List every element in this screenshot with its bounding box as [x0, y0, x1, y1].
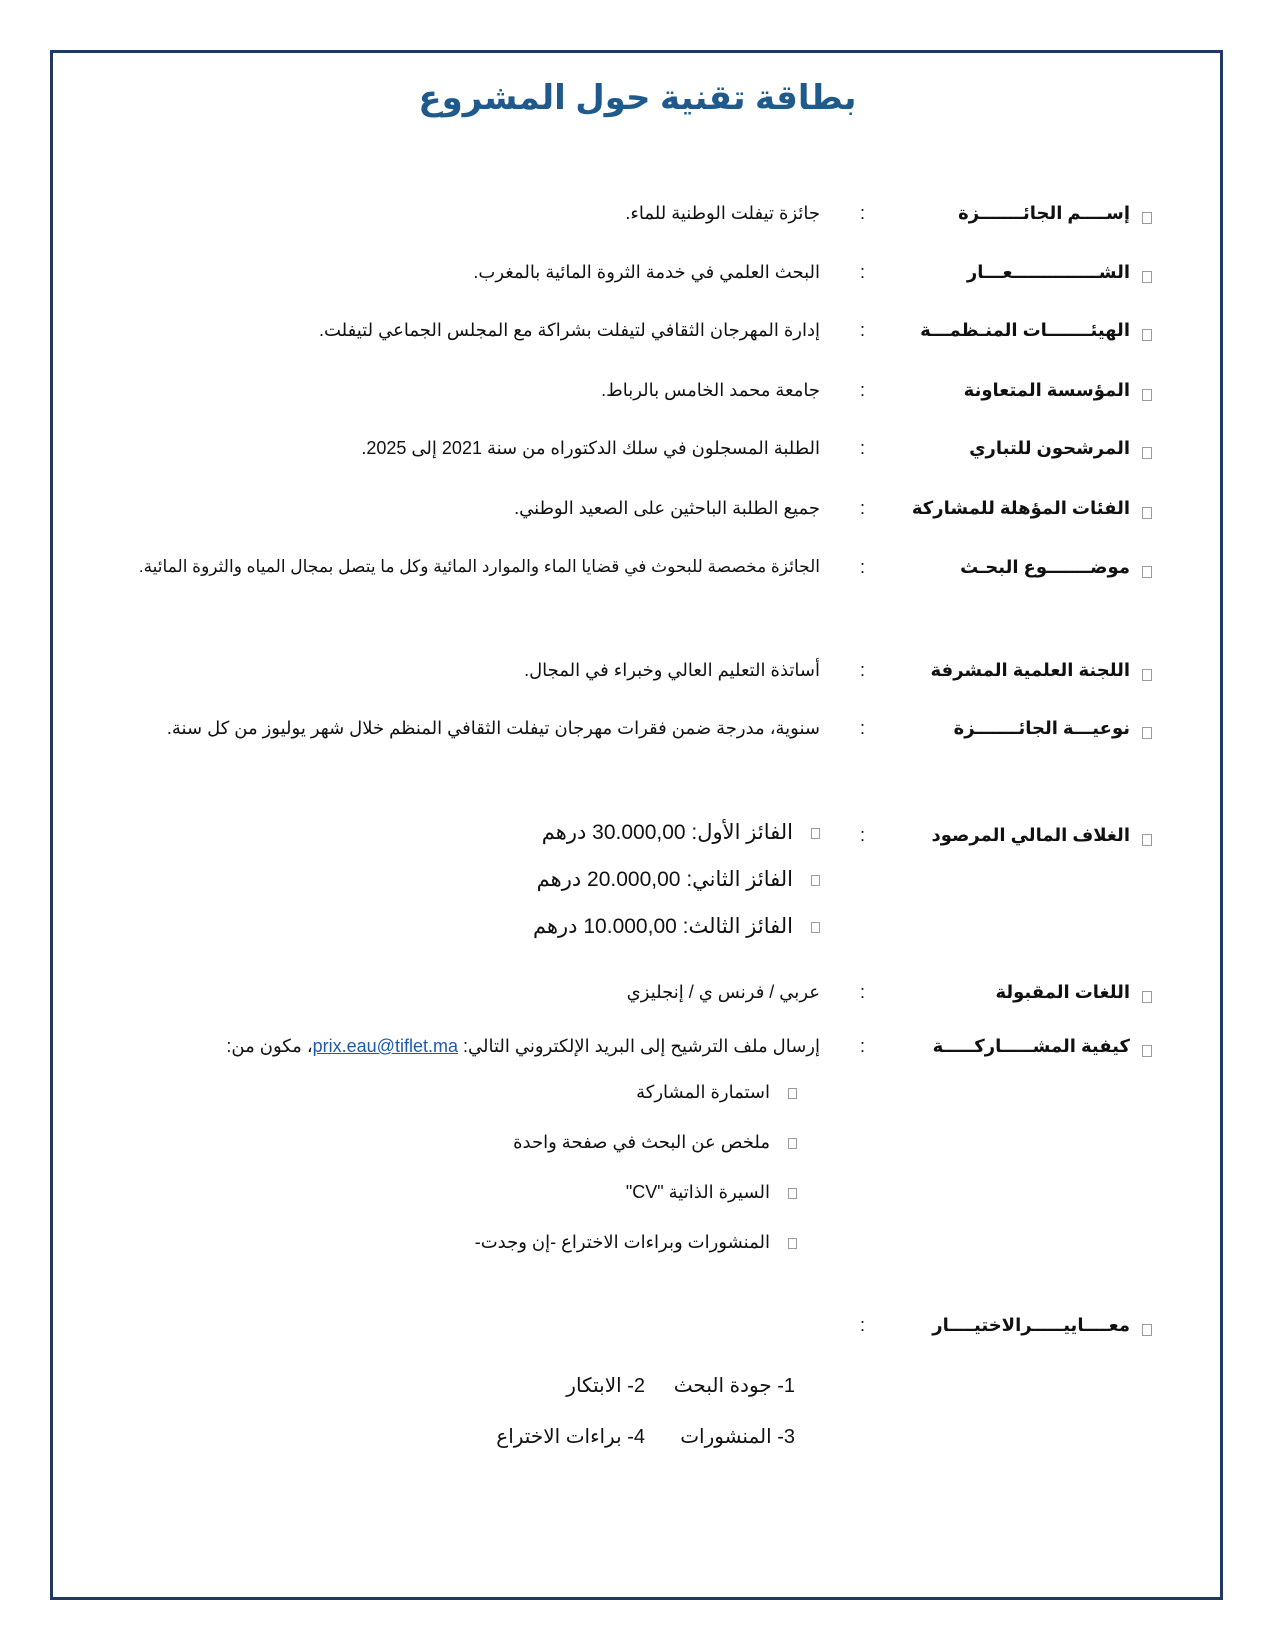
- row-label: المؤسسة المتعاونة: [963, 380, 1130, 400]
- criteria-item: 3- المنشورات: [680, 1426, 795, 1448]
- row-colon: :: [859, 262, 865, 282]
- prize-item: [533, 914, 820, 939]
- checkbox-bullet-icon: [1142, 1324, 1152, 1336]
- checkbox-bullet-icon: [811, 922, 820, 933]
- row-label: موضـــــــوع البحـث: [960, 557, 1130, 577]
- checkbox-bullet-icon: [1142, 834, 1152, 846]
- row-value: إدارة المهرجان الثقافي لتيفلت بشراكة مع المجلس الجماعي لتيفلت.: [319, 320, 820, 340]
- info-row-scientific-committee: [0, 660, 1275, 700]
- participation-item: [636, 1082, 797, 1103]
- checkbox-bullet-icon: [1142, 212, 1152, 224]
- info-row-languages: [0, 982, 1275, 1022]
- participation-item-text: ملخص عن البحث في صفحة واحدة: [513, 1132, 770, 1152]
- checkbox-bullet-icon: [1142, 669, 1152, 681]
- row-label: الهيئـــــــات المنـظمـــة: [920, 320, 1130, 340]
- checkbox-bullet-icon: [1142, 1045, 1152, 1057]
- row-label: اللجنة العلمية المشرفة: [930, 660, 1130, 680]
- info-row-candidates: [0, 438, 1275, 478]
- row-colon: :: [859, 660, 865, 680]
- checkbox-bullet-icon: [788, 1138, 797, 1149]
- criteria-item: 4- براءات الاختراع: [496, 1426, 645, 1448]
- checkbox-bullet-icon: [788, 1238, 797, 1249]
- prize-text: الفائز الأول: 30.000,00 درهم: [541, 821, 793, 844]
- page-title: بطاقة تقنية حول المشروع: [418, 79, 857, 117]
- row-value: سنوية، مدرجة ضمن فقرات مهرجان تيفلت الثقافي المنظم خلال شهر يوليوز من كل سنة.: [166, 718, 820, 738]
- row-value: جائزة تيفلت الوطنية للماء.: [625, 203, 820, 223]
- checkbox-bullet-icon: [811, 828, 820, 839]
- info-row-participation: [0, 1036, 1275, 1076]
- row-value: البحث العلمي في خدمة الثروة المائية بالمغرب.: [473, 262, 820, 282]
- info-row-organizers: [0, 320, 1275, 360]
- row-value: الجائزة مخصصة للبحوث في قضايا الماء والموارد المائية وكل ما يتصل بمجال المياه والثروة المائية.: [138, 557, 820, 576]
- prize-item: [542, 820, 820, 845]
- row-label: الفئات المؤهلة للمشاركة: [911, 498, 1130, 518]
- row-colon: :: [859, 1036, 865, 1056]
- row-label: نوعيـــة الجائـــــــزة: [953, 718, 1130, 738]
- prize-text: الفائز الثالث: 10.000,00 درهم: [532, 915, 793, 938]
- participation-item: [475, 1232, 797, 1253]
- row-label: الشــــــــــــــعـــار: [966, 262, 1130, 282]
- info-row-slogan: [0, 262, 1275, 302]
- row-colon: :: [859, 320, 865, 340]
- checkbox-bullet-icon: [1142, 447, 1152, 459]
- participation-item: [513, 1132, 797, 1153]
- info-row-selection-criteria: [0, 1315, 1275, 1355]
- row-colon: :: [859, 718, 865, 738]
- checkbox-bullet-icon: [788, 1188, 797, 1199]
- row-label: اللغات المقبولة: [995, 982, 1130, 1002]
- checkbox-bullet-icon: [1142, 389, 1152, 401]
- row-value: جميع الطلبة الباحثين على الصعيد الوطني.: [514, 498, 820, 518]
- row-colon: :: [859, 557, 865, 577]
- criteria-item: 2- الابتكار: [566, 1375, 645, 1397]
- prize-item: [537, 867, 820, 892]
- row-colon: :: [859, 1315, 865, 1335]
- prize-text: الفائز الثاني: 20.000,00 درهم: [536, 868, 793, 891]
- checkbox-bullet-icon: [1142, 566, 1152, 578]
- row-value: عربي / فرنس ي / إنجليزي: [626, 982, 820, 1002]
- row-label: إســــم الجائـــــــزة: [958, 203, 1130, 223]
- row-colon: :: [859, 825, 865, 845]
- row-value: الطلبة المسجلون في سلك الدكتوراه من سنة 2021 إلى 2025.: [361, 438, 820, 458]
- info-row-award-name: [0, 203, 1275, 243]
- participation-item-text: استمارة المشاركة: [636, 1082, 770, 1102]
- participation-item-text: المنشورات وبراءات الاختراع -إن وجدت-: [474, 1232, 770, 1252]
- email-link[interactable]: prix.eau@tiflet.ma: [312, 1036, 458, 1056]
- row-value: جامعة محمد الخامس بالرباط.: [601, 380, 820, 400]
- info-row-research-topic: [0, 557, 1275, 597]
- row-value: [226, 1036, 820, 1057]
- checkbox-bullet-icon: [1142, 507, 1152, 519]
- row-label: كيفية المشـــــاركـــــة: [932, 1036, 1130, 1056]
- participation-item-text: السيرة الذاتية "CV": [625, 1182, 770, 1202]
- checkbox-bullet-icon: [1142, 271, 1152, 283]
- participation-intro: إرسال ملف الترشيح إلى البريد الإلكتروني التالي:: [462, 1036, 820, 1056]
- row-label: الغلاف المالي المرصود: [931, 825, 1130, 845]
- checkbox-bullet-icon: [811, 875, 820, 886]
- row-colon: :: [859, 380, 865, 400]
- participation-suffix: ، مكون من:: [226, 1036, 313, 1056]
- row-value: أساتذة التعليم العالي وخبراء في المجال.: [524, 660, 820, 680]
- row-label: المرشحون للتباري: [969, 438, 1130, 458]
- participation-item: [626, 1182, 797, 1203]
- info-row-award-type: [0, 718, 1275, 758]
- row-colon: :: [859, 498, 865, 518]
- checkbox-bullet-icon: [1142, 727, 1152, 739]
- checkbox-bullet-icon: [788, 1088, 797, 1099]
- checkbox-bullet-icon: [1142, 991, 1152, 1003]
- row-label: معــــاييـــــرالاختيــــار: [932, 1315, 1130, 1335]
- row-colon: :: [859, 203, 865, 223]
- row-colon: :: [859, 982, 865, 1002]
- row-colon: :: [859, 438, 865, 458]
- criteria-item: 1- جودة البحث: [673, 1375, 795, 1397]
- checkbox-bullet-icon: [1142, 329, 1152, 341]
- info-row-partner-institution: [0, 380, 1275, 420]
- info-row-eligible-categories: [0, 498, 1275, 538]
